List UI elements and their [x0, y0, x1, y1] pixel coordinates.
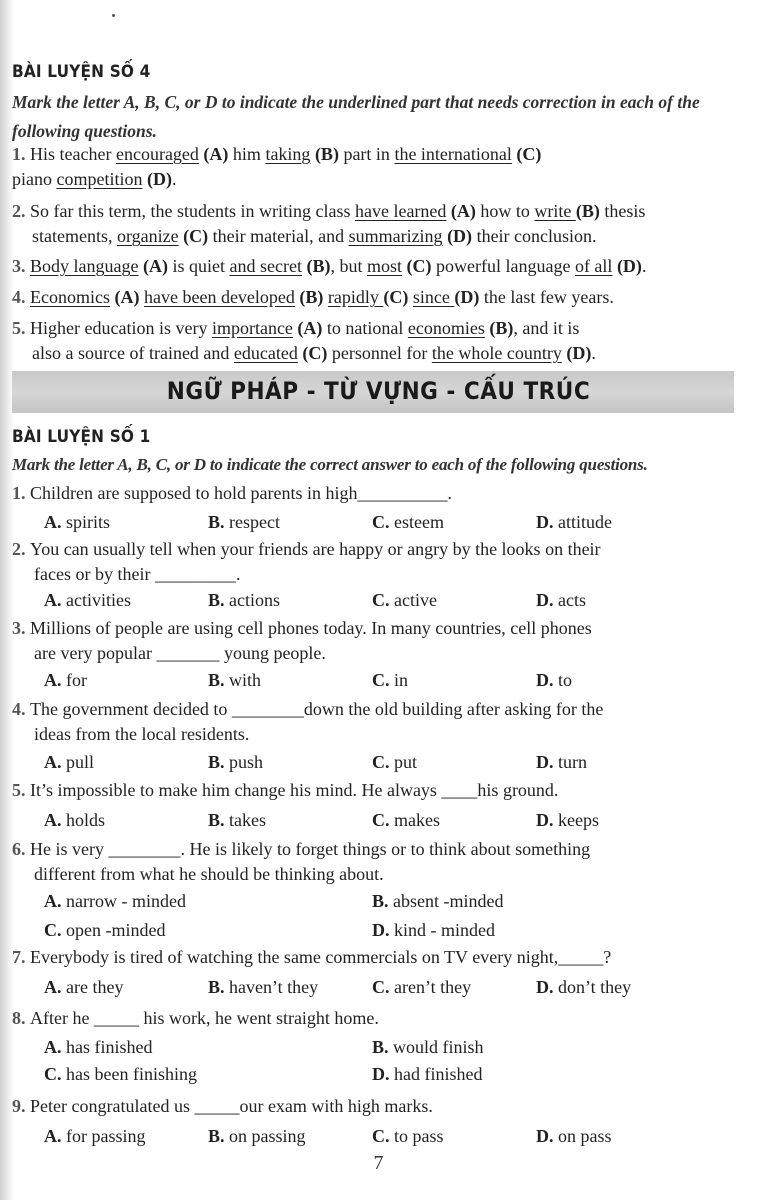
answer-option[interactable]	[372, 977, 471, 998]
option-letter: C.	[372, 752, 390, 772]
options-row	[44, 590, 744, 616]
option-text: spirits	[61, 512, 111, 532]
answer-option[interactable]	[372, 590, 437, 611]
option-letter: A.	[44, 590, 62, 610]
option-text: activities	[61, 590, 131, 610]
option-letter: (D)	[142, 169, 172, 189]
options-row	[44, 1037, 744, 1063]
question-text: It’s impossible to make him change his mind. He always ____his ground.	[30, 780, 559, 800]
option-text: has finished	[61, 1037, 153, 1057]
answer-option[interactable]	[44, 1126, 146, 1147]
option-letter: A.	[44, 1126, 62, 1146]
answer-option[interactable]	[44, 590, 131, 611]
option-text: for	[61, 670, 87, 690]
options-row	[44, 1126, 744, 1152]
question-text: is quiet	[167, 256, 230, 276]
question-number: 1.	[12, 483, 30, 503]
question	[12, 1094, 742, 1119]
underlined-part: the international	[394, 144, 512, 164]
option-letter: (C)	[178, 226, 209, 246]
question-text-continued: faces or by their _________.	[34, 564, 241, 584]
page-number: 7	[373, 1152, 384, 1174]
question-text: .	[171, 169, 177, 189]
option-letter: A.	[44, 891, 62, 911]
option-text: open -minded	[61, 920, 166, 940]
option-letter: A.	[44, 512, 62, 532]
answer-option[interactable]	[208, 977, 318, 998]
option-text: for passing	[61, 1126, 146, 1146]
question	[12, 945, 742, 970]
options-row	[44, 1064, 744, 1090]
question-text: , but	[330, 256, 367, 276]
answer-option[interactable]	[372, 752, 417, 773]
question	[12, 537, 742, 587]
answer-option[interactable]	[372, 810, 440, 831]
option-text: had finished	[389, 1064, 483, 1084]
answer-option[interactable]	[208, 512, 280, 533]
answer-option[interactable]	[372, 1064, 482, 1085]
answer-option[interactable]	[44, 810, 105, 831]
option-letter: (B)	[575, 201, 600, 221]
underlined-part: and secret	[229, 256, 302, 276]
question-text: He is very ________. He is likely to forget things or to think about something	[30, 839, 591, 859]
underlined-part: organize	[116, 226, 179, 246]
question	[12, 285, 742, 310]
option-text: on pass	[553, 1126, 612, 1146]
option-text: aren’t they	[389, 977, 472, 997]
answer-option[interactable]	[536, 810, 599, 831]
option-letter: A.	[44, 752, 62, 772]
answer-option[interactable]	[536, 590, 586, 611]
chapter-banner-title: NGỮ PHÁP - TỪ VỰNG - CẤU TRÚC	[166, 377, 591, 405]
question	[12, 616, 742, 666]
underlined-part: encouraged	[115, 144, 199, 164]
question-text: Peter congratulated us _____our exam with high marks.	[30, 1096, 433, 1116]
option-letter: (B)	[301, 256, 331, 276]
underlined-part: Economics	[30, 287, 110, 307]
question-number: 1.	[12, 144, 30, 164]
option-letter: (B)	[484, 318, 514, 338]
answer-option[interactable]	[44, 752, 94, 773]
option-letter: (A)	[138, 256, 168, 276]
question-text: powerful language	[431, 256, 575, 276]
option-text: keeps	[553, 810, 599, 830]
option-letter: B.	[208, 1126, 225, 1146]
option-text: attitude	[553, 512, 612, 532]
options-row	[44, 512, 744, 538]
question-number: 5.	[12, 780, 30, 800]
answer-option[interactable]	[208, 670, 261, 691]
section-instruction: Mark the letter A, B, C, or D to indicate the correct answer to each of the following questions.	[12, 455, 648, 474]
question-number: 8.	[12, 1008, 30, 1028]
option-letter: B.	[208, 670, 225, 690]
section-title: BÀI LUYỆN SỐ 4	[12, 62, 151, 82]
question-text: thesis	[599, 201, 646, 221]
option-text: takes	[224, 810, 266, 830]
question-text: statements,	[32, 226, 117, 246]
option-letter: D.	[536, 590, 554, 610]
option-text: would finish	[388, 1037, 484, 1057]
answer-option[interactable]	[44, 891, 186, 912]
option-text: active	[389, 590, 437, 610]
question-text-continued	[12, 224, 742, 249]
underlined-part: most	[366, 256, 402, 276]
question-text: personnel for	[327, 343, 432, 363]
question	[12, 837, 742, 887]
option-letter: (D)	[442, 226, 473, 246]
answer-option[interactable]	[44, 920, 165, 941]
option-text: esteem	[389, 512, 444, 532]
answer-option[interactable]	[208, 590, 280, 611]
answer-option[interactable]	[372, 1126, 444, 1147]
question-text: After he _____ his work, he went straight home.	[30, 1008, 379, 1028]
answer-option[interactable]	[536, 512, 612, 533]
question-text: Everybody is tired of watching the same commercials on TV every night,_____?	[30, 947, 612, 967]
option-letter: A.	[44, 670, 62, 690]
option-letter: B.	[372, 1037, 389, 1057]
question-text: , and it is	[513, 318, 580, 338]
option-letter: B.	[208, 810, 225, 830]
option-letter: C.	[372, 590, 390, 610]
option-letter: C.	[372, 810, 390, 830]
question-text-continued: are very popular _______ young people.	[34, 643, 326, 663]
option-letter: D.	[536, 1126, 554, 1146]
option-text: respect	[224, 512, 280, 532]
question-text: piano	[12, 169, 57, 189]
option-text: in	[389, 670, 409, 690]
underlined-part: have been developed	[143, 287, 295, 307]
question-text: .	[641, 256, 647, 276]
question-text: So far this term, the students in writing class	[30, 201, 355, 221]
underlined-part: rapidly	[327, 287, 384, 307]
section-instruction: Mark the letter A, B, C, or D to indicate the underlined part that needs correction in each of the following questions.	[12, 92, 700, 141]
question-text: part in	[338, 144, 395, 164]
option-letter: (C)	[383, 287, 409, 307]
option-text: turn	[553, 752, 587, 772]
underlined-part: competition	[56, 169, 143, 189]
question-text: him	[228, 144, 266, 164]
option-letter: D.	[536, 670, 554, 690]
option-letter: C.	[44, 920, 62, 940]
option-text: kind - minded	[389, 920, 495, 940]
options-row	[44, 752, 744, 778]
question-text-continued: ideas from the local residents.	[34, 724, 250, 744]
answer-option[interactable]	[208, 810, 266, 831]
answer-option[interactable]	[536, 1126, 612, 1147]
option-letter: (D)	[612, 256, 642, 276]
option-letter: D.	[536, 977, 554, 997]
option-letter: (C)	[297, 343, 328, 363]
option-text: don’t they	[553, 977, 632, 997]
question	[12, 199, 742, 249]
question	[12, 697, 742, 747]
question-number: 7.	[12, 947, 30, 967]
answer-option[interactable]	[536, 752, 587, 773]
option-text: with	[224, 670, 262, 690]
question-text: their material, and	[208, 226, 349, 246]
option-letter: D.	[372, 920, 390, 940]
answer-option[interactable]	[44, 1037, 152, 1058]
question	[12, 778, 742, 803]
option-letter: B.	[208, 512, 225, 532]
option-text: has been finishing	[61, 1064, 197, 1084]
option-text: acts	[553, 590, 586, 610]
question-text: You can usually tell when your friends are happy or angry by the looks on their	[30, 539, 601, 559]
underlined-part: of all	[574, 256, 613, 276]
option-letter: (C)	[511, 144, 542, 164]
question-text: also a source of trained and	[32, 343, 234, 363]
question-text: the last few years.	[479, 287, 614, 307]
option-text: are they	[61, 977, 124, 997]
answer-option[interactable]	[208, 1126, 306, 1147]
underlined-part: write	[534, 201, 576, 221]
options-row	[44, 920, 744, 946]
question-number: 4.	[12, 287, 30, 307]
answer-option[interactable]	[44, 977, 123, 998]
question-number: 3.	[12, 618, 30, 638]
option-text: pull	[61, 752, 95, 772]
underlined-part: since	[412, 287, 455, 307]
option-text: haven’t they	[224, 977, 319, 997]
option-text: to pass	[389, 1126, 444, 1146]
option-letter: (D)	[454, 287, 480, 307]
question-text: His teacher	[30, 144, 116, 164]
option-letter: B.	[208, 590, 225, 610]
option-letter: (A)	[292, 318, 323, 338]
question	[12, 481, 742, 506]
speck	[112, 14, 115, 17]
question-text-continued	[12, 167, 742, 192]
question	[12, 254, 742, 279]
underlined-part: economies	[407, 318, 485, 338]
option-text: put	[389, 752, 418, 772]
section-title: BÀI LUYỆN SỐ 1	[12, 427, 151, 447]
question-text: their conclusion.	[472, 226, 597, 246]
question-text: Children are supposed to hold parents in high__________.	[30, 483, 452, 503]
option-letter: (A)	[198, 144, 229, 164]
option-letter: C.	[372, 670, 390, 690]
option-text: absent -minded	[388, 891, 504, 911]
question-text: The government decided to ________down the old building after asking for the	[30, 699, 604, 719]
question-text: .	[591, 343, 596, 363]
option-text: narrow - minded	[61, 891, 186, 911]
underlined-part: educated	[233, 343, 298, 363]
option-letter: C.	[372, 1126, 390, 1146]
option-text: makes	[389, 810, 440, 830]
underlined-part: importance	[211, 318, 293, 338]
question-text: how to	[475, 201, 535, 221]
option-text: actions	[224, 590, 281, 610]
option-letter: A.	[44, 1037, 62, 1057]
question-text: Millions of people are using cell phones today. In many countries, cell phones	[30, 618, 592, 638]
option-letter: (A)	[446, 201, 476, 221]
option-letter: B.	[372, 891, 389, 911]
question-number: 2.	[12, 539, 30, 559]
option-letter: B.	[208, 977, 225, 997]
options-row	[44, 891, 744, 917]
question-text: to national	[322, 318, 408, 338]
question-number: 4.	[12, 699, 30, 719]
question-number: 2.	[12, 201, 30, 221]
answer-option[interactable]	[44, 512, 110, 533]
option-text: to	[553, 670, 573, 690]
question-number: 5.	[12, 318, 30, 338]
option-letter: D.	[536, 512, 554, 532]
answer-option[interactable]	[372, 670, 408, 691]
option-letter: D.	[372, 1064, 390, 1084]
answer-option[interactable]	[372, 512, 444, 533]
option-text: on passing	[224, 1126, 306, 1146]
option-letter: C.	[372, 512, 390, 532]
question-text-continued: different from what he should be thinking about.	[34, 864, 384, 884]
answer-option[interactable]	[372, 1037, 484, 1058]
options-row	[44, 810, 744, 836]
options-row	[44, 670, 744, 696]
option-letter: A.	[44, 977, 62, 997]
underlined-part: the whole country	[431, 343, 562, 363]
option-text: push	[224, 752, 264, 772]
underlined-part: summarizing	[348, 226, 443, 246]
question-number: 6.	[12, 839, 30, 859]
answer-option[interactable]	[208, 752, 263, 773]
question	[12, 316, 742, 366]
option-letter: (A)	[109, 287, 140, 307]
option-text: holds	[61, 810, 106, 830]
question	[12, 142, 742, 192]
answer-option[interactable]	[44, 1064, 197, 1085]
answer-option[interactable]	[372, 920, 495, 941]
option-letter: D.	[536, 810, 554, 830]
option-letter: (D)	[561, 343, 592, 363]
option-letter: A.	[44, 810, 62, 830]
question-number: 9.	[12, 1096, 30, 1116]
option-letter: (B)	[310, 144, 339, 164]
option-letter: (B)	[294, 287, 324, 307]
answer-option[interactable]	[536, 670, 572, 691]
answer-option[interactable]	[536, 977, 631, 998]
option-letter: (C)	[401, 256, 432, 276]
question-text-continued	[12, 341, 742, 366]
underlined-part: Body language	[30, 256, 139, 276]
options-row	[44, 977, 744, 1003]
answer-option[interactable]	[372, 891, 504, 912]
question-text: Higher education is very	[30, 318, 212, 338]
question	[12, 1006, 742, 1031]
option-letter: C.	[44, 1064, 62, 1084]
question-number: 3.	[12, 256, 30, 276]
answer-option[interactable]	[44, 670, 87, 691]
underlined-part: taking	[265, 144, 311, 164]
option-letter: D.	[536, 752, 554, 772]
option-letter: B.	[208, 752, 225, 772]
option-letter: C.	[372, 977, 390, 997]
underlined-part: have learned	[354, 201, 447, 221]
